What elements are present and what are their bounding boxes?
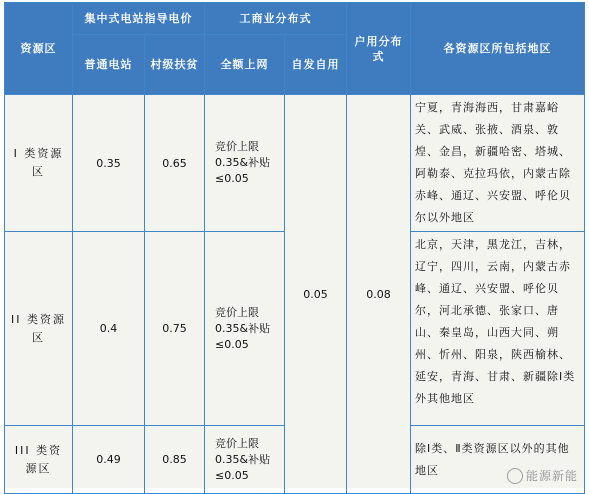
full-grid-cell: 竞价上限0.35&补贴≤0.05 — [205, 426, 285, 494]
watermark-logo-icon — [507, 468, 523, 484]
header-centralized-village: 村级扶贫 — [145, 35, 205, 95]
watermark — [507, 467, 578, 485]
table-row — [5, 95, 585, 232]
normal-price-cell: 0.4 — [73, 232, 145, 426]
village-price-cell: 0.85 — [145, 426, 205, 494]
watermark-text: 能源新能 — [525, 468, 578, 483]
header-centralized: 集中式电站指导电价 — [73, 3, 205, 35]
header-areas: 各资源区所包括地区 — [411, 3, 585, 95]
household-cell: 0.08 — [347, 95, 411, 494]
header-distributed-ci: 工商业分布式 — [205, 3, 347, 35]
header-household: 户用分布式 — [347, 3, 411, 95]
solar-price-table — [4, 2, 585, 494]
areas-cell: 宁夏，青海海西，甘肃嘉峪关、武威、张掖、酒泉、敦煌、金昌，新疆哈密、塔城、阿勒泰、克拉玛依，内蒙古除赤峰、通辽、兴安盟、呼伦贝尔以外地区 — [411, 95, 585, 232]
full-grid-cell: 竞价上限0.35&补贴≤0.05 — [205, 95, 285, 232]
self-use-cell: 0.05 — [285, 95, 347, 494]
village-price-cell: 0.65 — [145, 95, 205, 232]
village-price-cell: 0.75 — [145, 232, 205, 426]
region-cell: III 类资源区 — [5, 426, 73, 494]
header-region: 资源区 — [5, 3, 73, 95]
areas-cell: 除Ⅰ类、Ⅱ类资源区以外的其他地区 — [411, 426, 585, 494]
header-ci-full-grid: 全额上网 — [205, 35, 285, 95]
header-centralized-normal: 普通电站 — [73, 35, 145, 95]
header-ci-self-use: 自发自用 — [285, 35, 347, 95]
normal-price-cell: 0.35 — [73, 95, 145, 232]
normal-price-cell: 0.49 — [73, 426, 145, 494]
region-cell: II 类资源区 — [5, 232, 73, 426]
region-cell: I 类资源区 — [5, 95, 73, 232]
areas-cell: 北京，天津，黑龙江，吉林，辽宁，四川，云南，内蒙古赤峰、通辽、兴安盟、呼伦贝尔，河北承德、张家口、唐山、秦皇岛，山西大同、朔州、忻州、阳泉，陕西榆林、延安，青海、甘肃、新疆除Ⅰ类外其他地区 — [411, 232, 585, 426]
full-grid-cell: 竞价上限0.35&补贴≤0.05 — [205, 232, 285, 426]
price-table-container — [4, 2, 584, 488]
